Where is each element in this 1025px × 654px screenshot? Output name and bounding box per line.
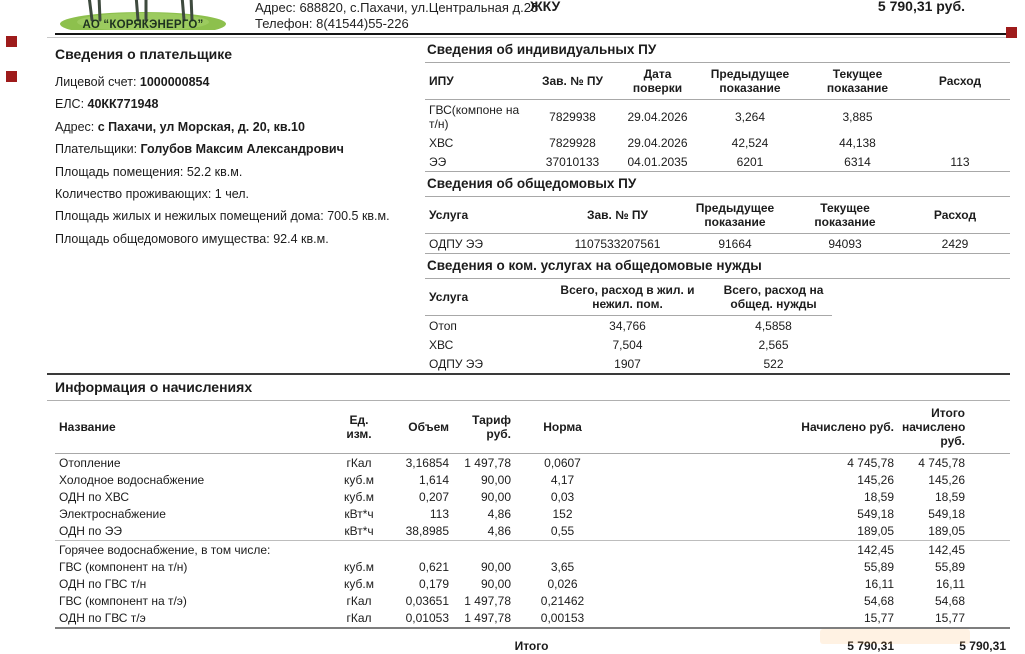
individual-meters-title: Сведения об индивидуальных ПУ [425, 38, 1010, 63]
cell: 15,77 [863, 611, 894, 626]
red-registration-mark [1006, 27, 1017, 38]
communal-services-table [425, 279, 832, 373]
totals-spacer [55, 628, 453, 654]
header-total-amount: 5 790,31 руб. [877, 0, 965, 14]
cell: 4,5858 [755, 318, 792, 333]
cell: 90,00 [480, 559, 511, 574]
header-cell: Дата поверки [632, 67, 683, 95]
company-contacts [255, 0, 538, 31]
cell: 29.04.2026 [627, 109, 688, 124]
cell: 549,18 [857, 507, 894, 522]
table-row [425, 234, 1010, 254]
individual-meters-section [425, 38, 1010, 171]
payer-field [55, 161, 425, 183]
cell: 4,17 [550, 472, 575, 487]
company-phone: Телефон: 8(41544)55-226 [255, 15, 409, 31]
cell: 0,179 [418, 576, 449, 591]
house-meters-section [425, 171, 1010, 253]
cell: 16,11 [864, 576, 894, 591]
cell: 3,885 [842, 109, 873, 124]
individual-meters-table [425, 63, 1010, 171]
payer-field [55, 71, 425, 93]
table-row [55, 454, 1010, 472]
cell: 0,01053 [405, 611, 449, 626]
watermark-artifact [820, 629, 970, 644]
header-cell: Всего, расход в жил. и нежил. пом. [560, 283, 695, 311]
cell: 1107533207561 [574, 236, 661, 251]
cell: 113 [950, 154, 970, 169]
cell: 142,45 [928, 542, 965, 557]
field-label: ЕЛС: [55, 97, 88, 112]
cell: 145,26 [928, 472, 965, 487]
field-label: Площадь помещения: [55, 164, 187, 179]
cell: 6201 [736, 154, 764, 169]
cell: 4,86 [487, 507, 511, 522]
cell: 38,8985 [405, 524, 449, 539]
cell: 91664 [718, 236, 752, 251]
cell: 55,89 [863, 559, 894, 574]
cell: 1 497,78 [464, 611, 511, 626]
table-row [425, 316, 832, 336]
field-value: 1000000854 [139, 75, 210, 89]
cell: 16,11 [935, 576, 965, 591]
cell: 4,86 [487, 524, 511, 539]
communal-services-title: Сведения о ком. услугах на общедомовые нужды [425, 254, 1010, 279]
cell: Холодное водоснабжение [59, 472, 205, 487]
table-row [55, 540, 1010, 558]
cell: 152 [552, 507, 573, 522]
cell: 4 745,78 [847, 455, 894, 470]
table-row [425, 152, 1010, 171]
header-cell: Расход [938, 74, 982, 88]
header-cell: Услуга [429, 208, 469, 222]
cell: 0,03 [550, 489, 575, 504]
cell: Электроснабжение [59, 507, 166, 522]
table-row [425, 100, 1010, 134]
cell: 549,18 [928, 507, 965, 522]
header-cell: Предыдущее показание [695, 201, 775, 229]
cell: 3,65 [550, 559, 575, 574]
cell: гКал [346, 611, 372, 626]
cell: 1 497,78 [464, 455, 511, 470]
cell: 0,0607 [544, 455, 581, 470]
table-row [425, 335, 832, 354]
cell: Отопление [59, 455, 121, 470]
cell: куб.м [344, 559, 374, 574]
header-cell: Название [59, 420, 116, 434]
payer-field [55, 116, 425, 138]
cell: ГВС (компонент на т/н) [59, 559, 188, 574]
cell: 0,55 [550, 524, 575, 539]
cell: куб.м [344, 489, 374, 504]
service-type-label: ЖКУ [530, 0, 561, 14]
field-label: Количество проживающих: [55, 187, 215, 202]
cell: 44,138 [839, 135, 876, 150]
meters-column [425, 38, 1010, 373]
cell: 4 745,78 [918, 455, 965, 470]
payer-field [55, 205, 425, 227]
cell: 90,00 [480, 576, 511, 591]
cell: 0,00153 [540, 611, 585, 626]
cell: куб.м [344, 472, 374, 487]
cell [335, 540, 383, 558]
table-row [55, 558, 1010, 575]
table-header-row [55, 401, 1010, 454]
cell: 3,264 [734, 109, 766, 124]
field-value: 1 чел. [214, 187, 250, 202]
cell: гКал [346, 455, 372, 470]
payer-field [55, 183, 425, 205]
cell: кВт*ч [344, 524, 374, 539]
cell: 90,00 [480, 472, 511, 487]
field-value: 52.2 кв.м. [186, 164, 243, 179]
table-header-row [425, 279, 832, 316]
cell [515, 540, 610, 558]
cell: ГВС (компонент на т/э) [59, 594, 187, 609]
table-row [55, 593, 1010, 610]
cell: 42,524 [731, 135, 769, 150]
header-cell: Зав. № ПУ [541, 74, 604, 88]
table-row [55, 523, 1010, 541]
cell: 0,621 [418, 559, 449, 574]
cell: ОДПУ ЭЭ [429, 236, 484, 251]
cell: ОДН по ХВС [59, 489, 129, 504]
field-label: Площадь жилых и нежилых помещений дома: [55, 209, 328, 224]
table-row [425, 133, 1010, 152]
house-meters-title: Сведения об общедомовых ПУ [425, 172, 1010, 197]
header-cell: Услуга [429, 290, 469, 304]
cell: 1,614 [418, 472, 449, 487]
company-name: АО “КОРЯКЭНЕРГО” [82, 19, 204, 31]
field-label: Площадь общедомового имущества: [55, 231, 274, 246]
table-row [55, 471, 1010, 488]
table-header-row [425, 63, 1010, 100]
cell [910, 133, 1010, 152]
field-label: Лицевой счет: [55, 75, 140, 89]
header-cell: Объем [408, 420, 449, 434]
field-value: 700.5 кв.м. [327, 209, 390, 224]
cell: 3,16854 [405, 455, 449, 470]
company-logo [58, 0, 228, 30]
header-cell: Всего, расход на общед. нужды [723, 283, 824, 311]
field-value: 40КК771948 [87, 97, 159, 112]
bill-header [0, 0, 1025, 33]
header-cell: Расход [933, 208, 977, 222]
payer-field [55, 228, 425, 250]
payer-fields [55, 71, 425, 250]
cell: 34,766 [609, 318, 646, 333]
charges-table [55, 401, 1010, 654]
cell: 113 [429, 507, 449, 522]
cell: 0,03651 [405, 594, 449, 609]
cell: 189,05 [928, 524, 965, 539]
company-address: Адрес: 688820, с.Пахачи, ул.Центральная д.25 [255, 0, 539, 15]
field-value: с Пахачи, ул Морская, д. 20, кв.10 [97, 119, 305, 134]
cell: ХВС [429, 135, 454, 150]
cell: гКал [346, 594, 372, 609]
cell: 7,504 [612, 337, 643, 352]
cell: ОДН по ГВС т/н [59, 576, 147, 591]
field-value: 92.4 кв.м. [273, 231, 329, 246]
table-row [55, 506, 1010, 523]
cell: ХВС [429, 337, 454, 352]
cell [453, 540, 515, 558]
header-cell: Норма [543, 420, 582, 434]
cell: 142,45 [857, 542, 894, 557]
cell: 29.04.2026 [627, 135, 688, 150]
payer-field [55, 138, 425, 160]
header-cell: Ед. изм. [346, 413, 372, 441]
cell: 7829928 [549, 135, 596, 150]
cell: 6314 [844, 154, 871, 169]
cell: 2429 [941, 236, 969, 251]
cell: 04.01.2035 [627, 154, 688, 169]
cell: ОДН по ЭЭ [59, 524, 122, 539]
house-meters-table [425, 197, 1010, 253]
field-label: Адрес: [55, 119, 98, 134]
cell: ОДН по ГВС т/э [59, 611, 146, 626]
header-cell: Начислено руб. [801, 420, 894, 434]
cell [910, 100, 1010, 134]
cell: Отоп [429, 318, 457, 333]
red-registration-mark [6, 71, 17, 82]
payer-section [47, 38, 425, 373]
field-value: Голубов Максим Александрович [140, 142, 344, 157]
table-row [55, 488, 1010, 505]
cell: 0,21462 [540, 594, 585, 609]
payer-section-title: Сведения о плательщике [55, 46, 233, 62]
header-cell: Текущее показание [826, 67, 889, 95]
total-accrued: 5 790,31 [847, 638, 894, 653]
header-cell: ИПУ [429, 74, 454, 88]
header-cell: Предыдущее показание [710, 67, 790, 95]
cell: куб.м [344, 576, 374, 591]
cell: 1907 [614, 356, 641, 371]
cell: 94093 [828, 236, 862, 251]
total-final: 5 790,31 [959, 638, 1006, 653]
cell: 18,59 [934, 489, 965, 504]
charges-section-title: Информация о начислениях [47, 373, 1010, 401]
cell: ОДПУ ЭЭ [429, 356, 484, 371]
field-label: Плательщики: [55, 142, 141, 157]
cell: 145,26 [857, 472, 894, 487]
cell: ЭЭ [429, 154, 447, 169]
cell: ГВС(компоне на т/н) [429, 102, 520, 131]
header-cell: Текущее показание [814, 201, 876, 229]
cell: 7829938 [549, 109, 596, 124]
header-cell: Итого начислено руб. [902, 406, 966, 448]
cell: 2,565 [758, 337, 789, 352]
total-label: Итого [514, 638, 549, 653]
header-divider [55, 33, 1010, 35]
red-registration-mark [6, 36, 17, 47]
cell: 0,207 [418, 489, 449, 504]
main-content [47, 37, 1010, 373]
cell: 54,68 [934, 594, 965, 609]
cell: 15,77 [934, 611, 965, 626]
cell: 18,59 [863, 489, 894, 504]
cell: 55,89 [934, 559, 965, 574]
cell: 522 [763, 356, 784, 371]
table-row [55, 575, 1010, 592]
cell: 0,026 [547, 576, 578, 591]
cell: 37010133 [545, 154, 600, 169]
table-header-row [425, 197, 1010, 234]
header-cell: Зав. № ПУ [586, 208, 649, 222]
table-row [425, 354, 832, 373]
cell: 189,05 [857, 524, 894, 539]
cell: Горячее водоснабжение, в том числе: [59, 542, 271, 557]
cell: 54,68 [863, 594, 894, 609]
table-row [55, 610, 1010, 628]
cell: 1 497,78 [464, 594, 511, 609]
header-cell: Тариф руб. [472, 413, 511, 441]
charges-section [47, 373, 1010, 654]
cell: кВт*ч [344, 507, 374, 522]
communal-services-section [425, 253, 1010, 373]
payer-field [55, 93, 425, 115]
cell [383, 540, 453, 558]
cell: 90,00 [480, 489, 511, 504]
